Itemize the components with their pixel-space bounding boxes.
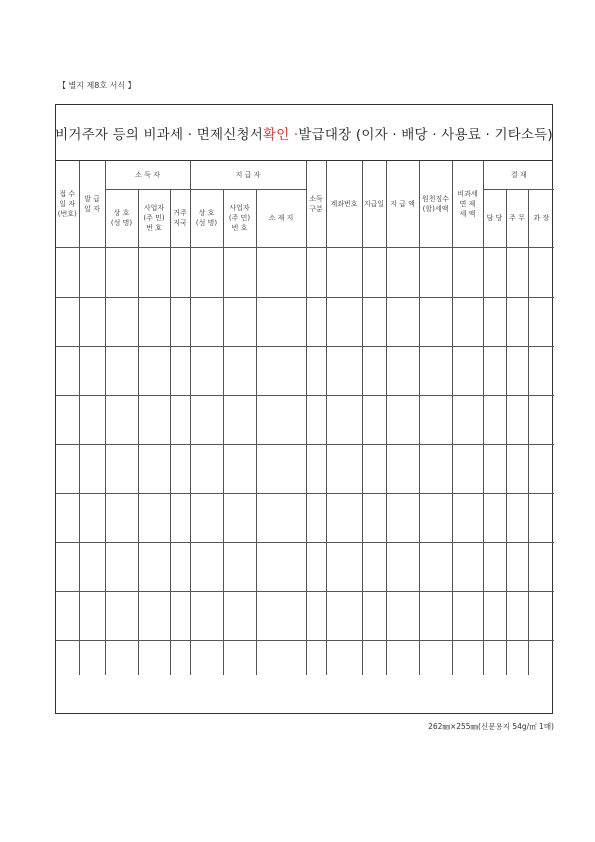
header-income-earner: 소 득 자 [105, 161, 190, 189]
ledger-row [56, 542, 554, 591]
header-approval: 결 재 [483, 161, 554, 189]
ledger-cell[interactable] [506, 297, 528, 346]
header-approval-chief: 주 무 [506, 189, 528, 247]
header-payer: 지 급 자 [190, 161, 306, 189]
ledger-cell[interactable] [223, 640, 256, 675]
ledger-cell[interactable] [223, 346, 256, 395]
ledger-row [56, 297, 554, 346]
ledger-cell[interactable] [419, 493, 452, 542]
header-approval-manager: 과 장 [528, 189, 554, 247]
ledger-cell[interactable] [223, 247, 256, 297]
ledger-cell[interactable] [56, 346, 79, 395]
ledger-cell[interactable] [306, 395, 326, 444]
ledger-cell[interactable] [306, 247, 326, 297]
ledger-cell[interactable] [105, 395, 138, 444]
ledger-cell[interactable] [170, 493, 190, 542]
ledger-cell[interactable] [483, 247, 506, 297]
ledger-cell[interactable] [419, 542, 452, 591]
ledger-cell[interactable] [256, 591, 306, 640]
ledger-cell[interactable] [138, 640, 170, 675]
ledger-row [56, 591, 554, 640]
ledger-cell[interactable] [386, 297, 419, 346]
ledger-cell[interactable] [56, 395, 79, 444]
ledger-cell[interactable] [56, 444, 79, 493]
ledger-cell[interactable] [419, 591, 452, 640]
ledger-cell[interactable] [256, 493, 306, 542]
ledger-row [56, 247, 554, 297]
ledger-cell[interactable] [170, 297, 190, 346]
ledger-cell[interactable] [326, 395, 362, 444]
ledger-row [56, 395, 554, 444]
ledger-cell[interactable] [528, 542, 554, 591]
ledger-cell[interactable] [256, 542, 306, 591]
ledger-cell[interactable] [506, 444, 528, 493]
ledger-cell[interactable] [419, 297, 452, 346]
header-payer-name: 상 호 (성 명) [190, 189, 223, 247]
title-suffix: 발급대장 (이자 · 배당 · 사용료 · 기타소득) [298, 126, 553, 143]
ledger-cell[interactable] [528, 395, 554, 444]
ledger-cell[interactable] [79, 444, 105, 493]
ledger-cell[interactable] [452, 542, 483, 591]
ledger-cell[interactable] [138, 493, 170, 542]
ledger-cell[interactable] [56, 297, 79, 346]
ledger-cell[interactable] [56, 591, 79, 640]
ledger-cell[interactable] [170, 444, 190, 493]
ledger-cell[interactable] [528, 591, 554, 640]
ledger-cell[interactable] [362, 395, 386, 444]
ledger-cell[interactable] [223, 493, 256, 542]
ledger-cell[interactable] [170, 247, 190, 297]
ledger-cell[interactable] [362, 247, 386, 297]
ledger-cell[interactable] [362, 297, 386, 346]
ledger-cell[interactable] [506, 542, 528, 591]
ledger-cell[interactable] [138, 346, 170, 395]
header-receipt-date: 접 수 일 자 (번호) [56, 161, 79, 247]
ledger-cell[interactable] [190, 297, 223, 346]
ledger-cell[interactable] [386, 247, 419, 297]
ledger-cell[interactable] [386, 444, 419, 493]
ledger-cell[interactable] [362, 346, 386, 395]
ledger-cell[interactable] [452, 297, 483, 346]
ledger-cell[interactable] [170, 346, 190, 395]
ledger-cell[interactable] [256, 444, 306, 493]
ledger-cell[interactable] [452, 346, 483, 395]
ledger-cell[interactable] [79, 395, 105, 444]
ledger-cell[interactable] [386, 395, 419, 444]
ledger-cell[interactable] [326, 346, 362, 395]
ledger-cell[interactable] [506, 640, 528, 675]
header-exempt-tax: 비과세 면 제 세 액 [452, 161, 483, 247]
ledger-cell[interactable] [326, 297, 362, 346]
ledger-row [56, 444, 554, 493]
ledger-cell[interactable] [79, 493, 105, 542]
ledger-cell[interactable] [362, 640, 386, 675]
ledger-cell[interactable] [362, 493, 386, 542]
ledger-cell[interactable] [105, 542, 138, 591]
header-earner-name: 상 호 (성 명) [105, 189, 138, 247]
ledger-cell[interactable] [79, 247, 105, 297]
header-payer-reg-no: 사업자 (주 민) 번 호 [223, 189, 256, 247]
paper-spec-note: 262㎜×255㎜(신문용지 54g/㎡ 1매) [428, 722, 554, 731]
ledger-cell[interactable] [223, 444, 256, 493]
ledger-cell[interactable] [79, 640, 105, 675]
ledger-cell[interactable] [528, 247, 554, 297]
ledger-cell[interactable] [223, 395, 256, 444]
ledger-cell[interactable] [190, 247, 223, 297]
ledger-cell[interactable] [528, 297, 554, 346]
ledger-cell[interactable] [386, 591, 419, 640]
ledger-row [56, 493, 554, 542]
ledger-cell[interactable] [138, 395, 170, 444]
ledger-cell[interactable] [326, 444, 362, 493]
ledger-cell[interactable] [386, 346, 419, 395]
ledger-cell[interactable] [223, 591, 256, 640]
ledger-cell[interactable] [223, 542, 256, 591]
ledger-cell[interactable] [362, 542, 386, 591]
ledger-cell[interactable] [138, 444, 170, 493]
header-account-no: 계좌번호 [326, 161, 362, 247]
ledger-cell[interactable] [190, 640, 223, 675]
ledger-cell[interactable] [256, 395, 306, 444]
ledger-cell[interactable] [138, 591, 170, 640]
ledger-cell[interactable] [483, 444, 506, 493]
ledger-cell[interactable] [326, 247, 362, 297]
ledger-cell[interactable] [170, 542, 190, 591]
ledger-cell[interactable] [306, 542, 326, 591]
ledger-cell[interactable] [138, 247, 170, 297]
ledger-cell[interactable] [306, 346, 326, 395]
ledger-cell[interactable] [190, 591, 223, 640]
ledger-cell[interactable] [105, 444, 138, 493]
ledger-cell[interactable] [56, 247, 79, 297]
ledger-cell[interactable] [105, 493, 138, 542]
form-title [56, 105, 552, 161]
ledger-cell[interactable] [326, 542, 362, 591]
ledger-cell[interactable] [105, 247, 138, 297]
ledger-cell[interactable] [528, 346, 554, 395]
ledger-cell[interactable] [138, 542, 170, 591]
ledger-cell[interactable] [483, 297, 506, 346]
header-income-type: 소득 구분 [306, 161, 326, 247]
ledger-cell[interactable] [256, 247, 306, 297]
ledger-cell[interactable] [528, 640, 554, 675]
ledger-cell[interactable] [452, 247, 483, 297]
title-highlight: 확인 · [262, 126, 299, 143]
header-approval-staff: 담 당 [483, 189, 506, 247]
ledger-cell[interactable] [306, 297, 326, 346]
ledger-cell[interactable] [528, 444, 554, 493]
ledger-cell[interactable] [79, 297, 105, 346]
ledger-cell[interactable] [483, 395, 506, 444]
ledger-cell[interactable] [326, 591, 362, 640]
ledger-cell[interactable] [386, 640, 419, 675]
ledger-cell[interactable] [306, 591, 326, 640]
ledger-cell[interactable] [506, 346, 528, 395]
ledger-cell[interactable] [190, 395, 223, 444]
ledger-cell[interactable] [190, 542, 223, 591]
ledger-cell[interactable] [483, 542, 506, 591]
ledger-cell[interactable] [256, 640, 306, 675]
ledger-cell[interactable] [223, 297, 256, 346]
ledger-cell[interactable] [56, 493, 79, 542]
ledger-cell[interactable] [419, 640, 452, 675]
header-earner-reg-no: 사업자 (주 민) 번 호 [138, 189, 170, 247]
ledger-cell[interactable] [56, 542, 79, 591]
ledger-cell[interactable] [386, 493, 419, 542]
ledger-cell[interactable] [452, 640, 483, 675]
header-payer-address: 소 재 지 [256, 189, 306, 247]
ledger-cell[interactable] [326, 640, 362, 675]
ledger-cell[interactable] [56, 640, 79, 675]
ledger-cell[interactable] [170, 395, 190, 444]
header-payment-amount: 지 급 액 [386, 161, 419, 247]
ledger-cell[interactable] [256, 297, 306, 346]
ledger-cell[interactable] [362, 444, 386, 493]
ledger-cell[interactable] [190, 346, 223, 395]
ledger-cell[interactable] [528, 493, 554, 542]
ledger-cell[interactable] [306, 444, 326, 493]
ledger-cell[interactable] [105, 640, 138, 675]
ledger-cell[interactable] [452, 444, 483, 493]
ledger-cell[interactable] [105, 591, 138, 640]
ledger-cell[interactable] [105, 297, 138, 346]
ledger-cell[interactable] [419, 247, 452, 297]
header-withholding-tax: 원천징수 (할)세액 [419, 161, 452, 247]
ledger-cell[interactable] [452, 591, 483, 640]
ledger-cell[interactable] [419, 395, 452, 444]
ledger-cell[interactable] [306, 640, 326, 675]
ledger-cell[interactable] [483, 346, 506, 395]
header-payment-date: 지급일 [362, 161, 386, 247]
form-label: 【 별지 제8호 서식 】 [58, 81, 136, 90]
ledger-row [56, 640, 554, 675]
ledger-cell[interactable] [419, 444, 452, 493]
header-residence-country: 거주 지국 [170, 189, 190, 247]
ledger-cell[interactable] [483, 493, 506, 542]
ledger-cell[interactable] [190, 493, 223, 542]
ledger-cell[interactable] [419, 346, 452, 395]
ledger-cell[interactable] [326, 493, 362, 542]
ledger-cell[interactable] [506, 395, 528, 444]
ledger-cell[interactable] [483, 591, 506, 640]
ledger-cell[interactable] [138, 297, 170, 346]
ledger-table [56, 161, 554, 675]
ledger-row [56, 346, 554, 395]
ledger-cell[interactable] [79, 591, 105, 640]
ledger-cell[interactable] [362, 591, 386, 640]
ledger-cell[interactable] [386, 542, 419, 591]
ledger-cell[interactable] [256, 346, 306, 395]
ledger-cell[interactable] [105, 346, 138, 395]
ledger-cell[interactable] [79, 542, 105, 591]
ledger-cell[interactable] [452, 493, 483, 542]
header-issue-date: 발 급 일 자 [79, 161, 105, 247]
title-prefix: 비거주자 등의 비과세 · 면제신청서 [55, 126, 263, 143]
ledger-cell[interactable] [170, 640, 190, 675]
ledger-cell[interactable] [483, 640, 506, 675]
ledger-cell[interactable] [170, 591, 190, 640]
ledger-form [55, 104, 553, 714]
ledger-cell[interactable] [506, 493, 528, 542]
ledger-cell[interactable] [79, 346, 105, 395]
ledger-cell[interactable] [506, 591, 528, 640]
ledger-cell[interactable] [190, 444, 223, 493]
ledger-cell[interactable] [306, 493, 326, 542]
ledger-cell[interactable] [452, 395, 483, 444]
ledger-cell[interactable] [506, 247, 528, 297]
